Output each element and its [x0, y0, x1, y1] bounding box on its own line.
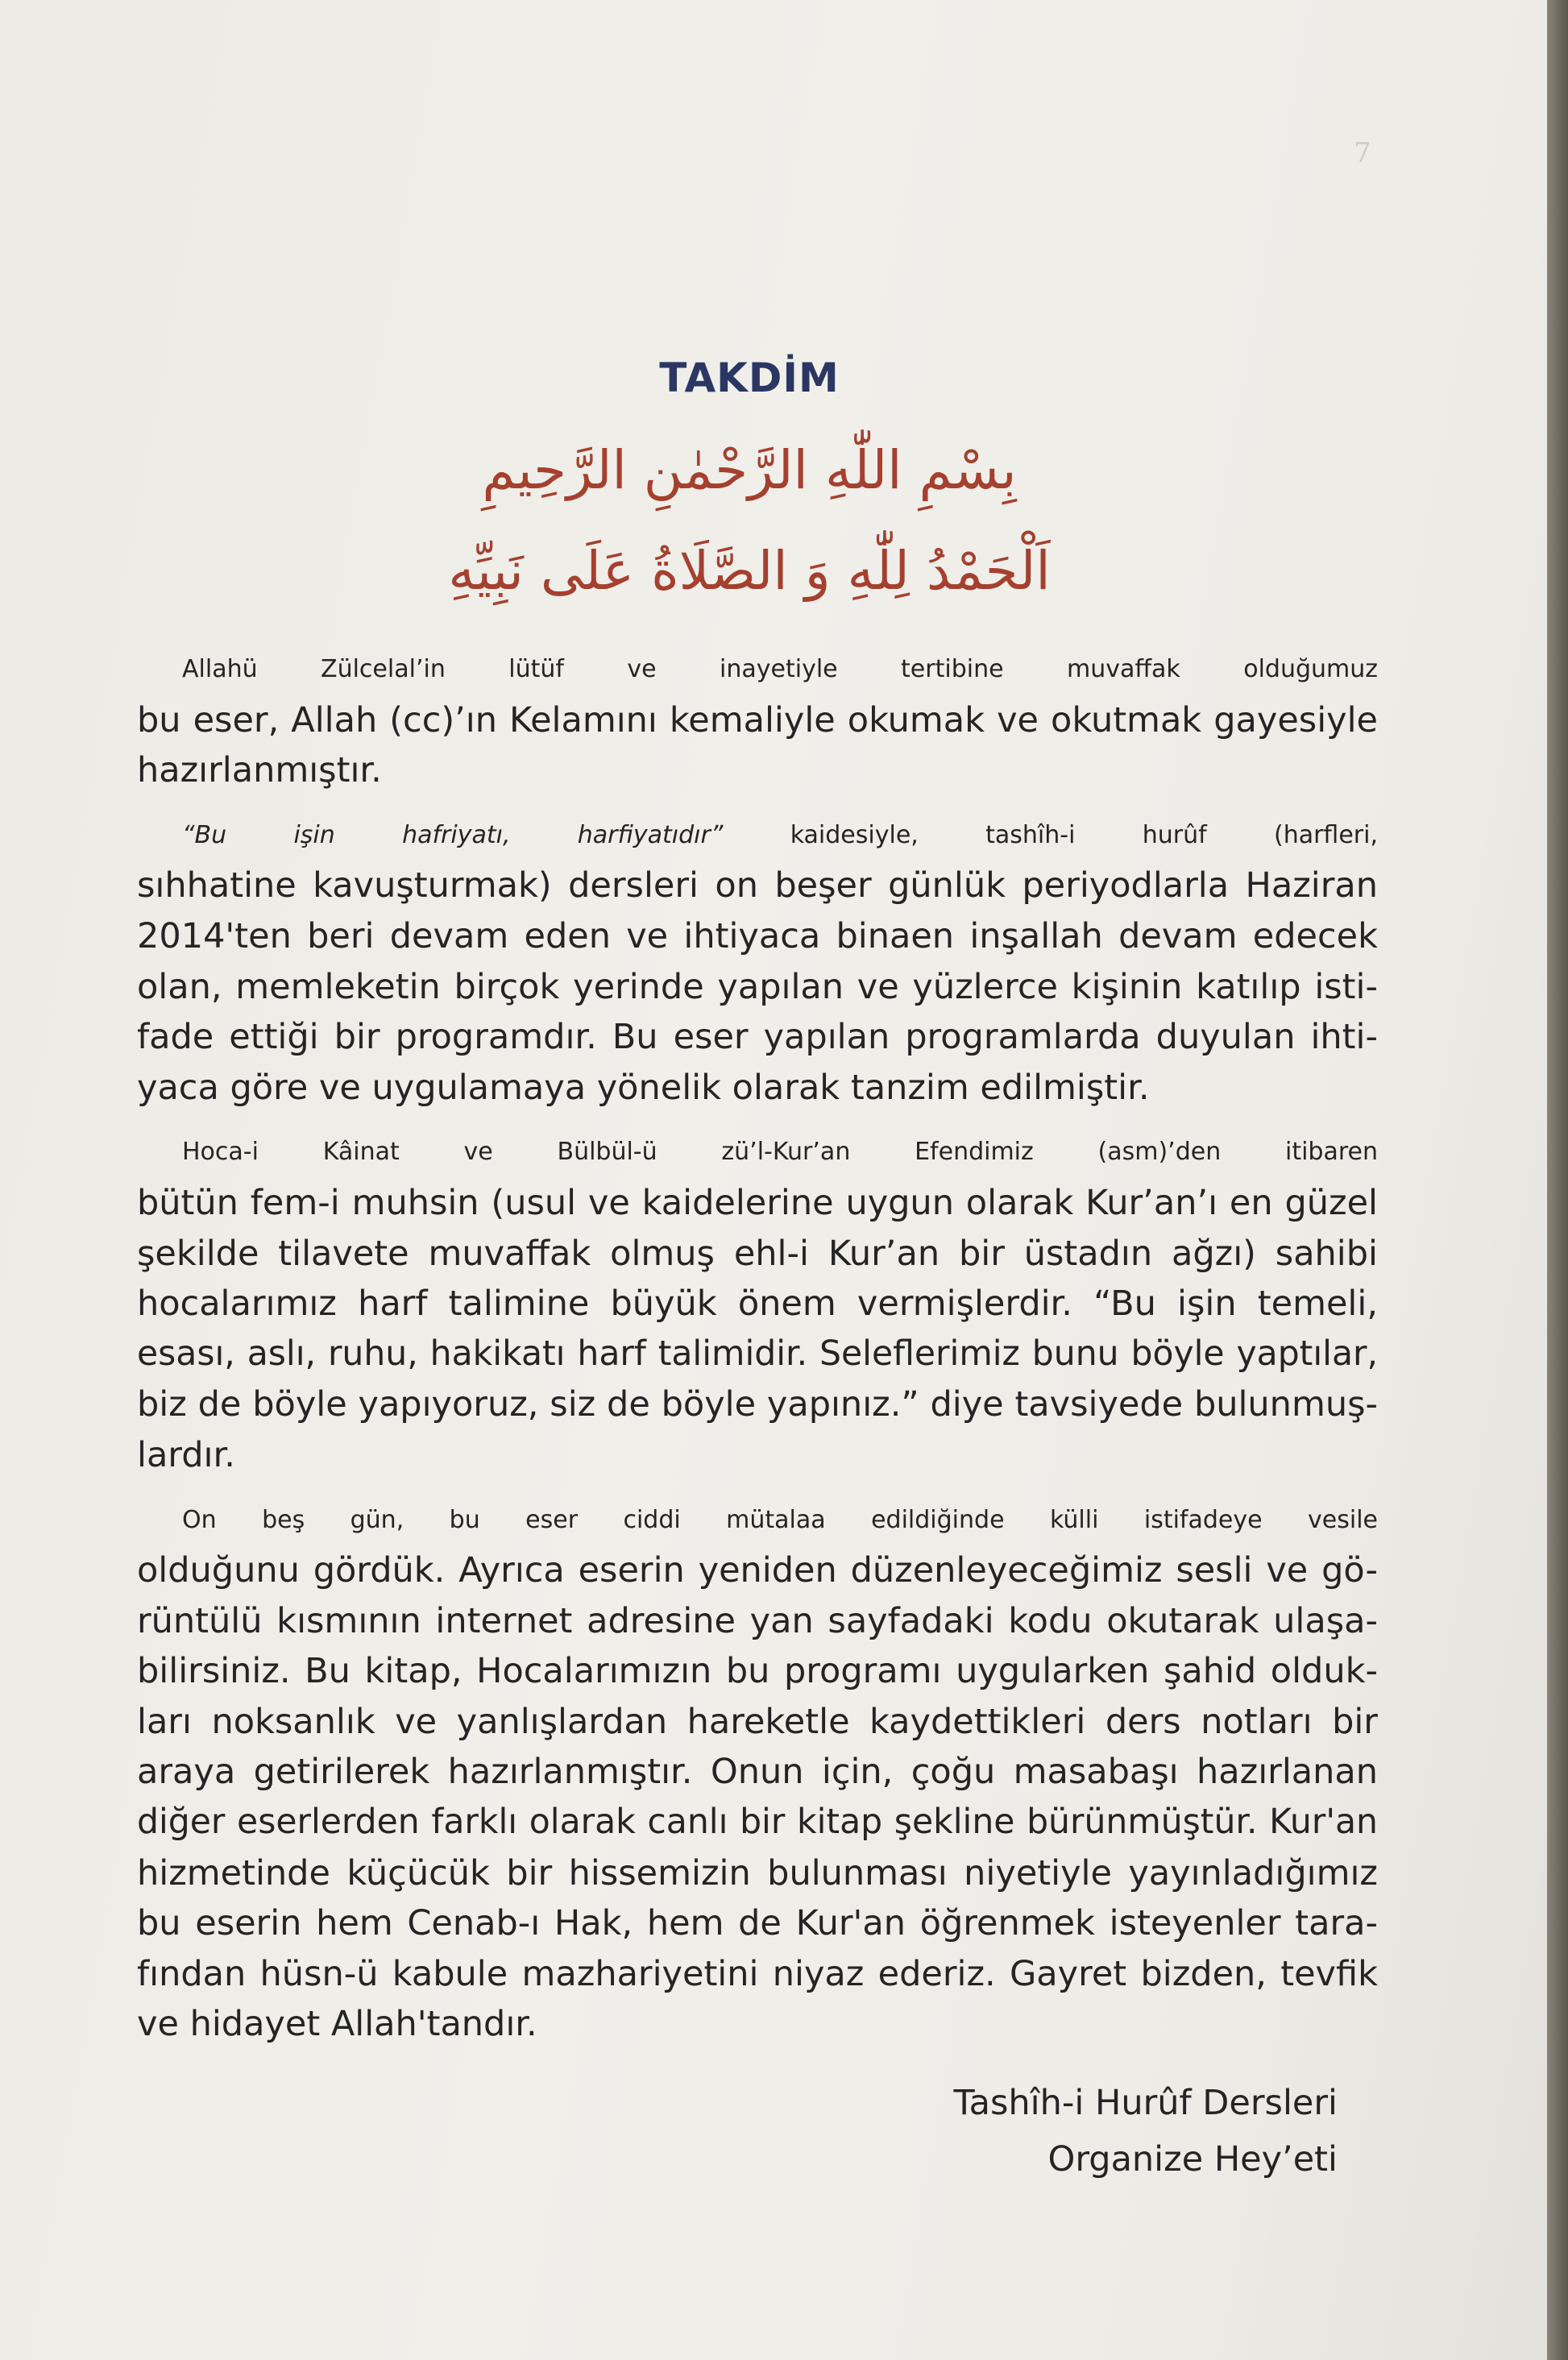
text-line: Hoca-i Kâinat ve Bülbül-ü zü’l-Kur’an Efendimiz (asm)’den itibaren: [182, 1138, 1378, 1167]
hamdala-text: اَلْحَمْدُ لِلّٰهِ وَ الصَّلَاةُ عَلَى نَبِيِّهِ: [448, 540, 1051, 602]
text-line: Allahü Zülcelal’in lütüf ve inayetiyle tertibine muvaffak olduğumuz: [182, 655, 1378, 683]
italic-quote: “Bu işin hafriyatı, harfiyatıdır”: [182, 820, 724, 849]
paragraph-2: [137, 811, 1378, 1114]
basmala-text: بِسْمِ اللّٰهِ الرَّحْمٰنِ الرَّحِيمِ: [482, 439, 1017, 501]
body-text: [137, 645, 1378, 2064]
text-line: biz de böyle yapıyoruz, siz de böyle yapınız.” diye tavsiyede bulunmuş-: [137, 1384, 1378, 1425]
text-line: lardır.: [137, 1434, 235, 1475]
text-line: bilirsiniz. Bu kitap, Hocalarımızın bu programı uygularken şahid olduk-: [137, 1651, 1378, 1692]
text-line: ve hidayet Allah'tandır.: [137, 2004, 537, 2045]
text-line: fından hüsn-ü kabule mazhariyetini niyaz ederiz. Gayret bizden, tevfik: [137, 1953, 1378, 1994]
text-line: bu eser, Allah (cc)’ın Kelamını kemaliyle okumak ve okutmak gayesiyle: [137, 699, 1378, 740]
page-title: TAKDİM: [659, 355, 840, 401]
text-line: yaca göre ve uygulamaya yönelik olarak tanzim edilmiştir.: [137, 1067, 1150, 1108]
paragraph-3: [137, 1127, 1378, 1480]
signature-line-1: Tashîh-i Hurûf Dersleri: [953, 2083, 1338, 2123]
paragraph-4: [137, 1495, 1378, 2051]
text-line: hazırlanmıştır.: [137, 750, 382, 791]
page-edge: [1547, 0, 1568, 2360]
text-line-rest: kaidesiyle, tashîh-i hurûf (harfleri,: [723, 820, 1378, 849]
text-line: hocalarımız harf talimine büyük önem vermişlerdir. “Bu işin temeli,: [137, 1284, 1378, 1325]
text-line: hizmetinde küçücük bir hissemizin bulunması niyetiyle yayınladığımız: [137, 1852, 1378, 1893]
text-line: esası, aslı, ruhu, hakikatı harf talimidir. Seleflerimiz bunu böyle yaptılar,: [137, 1333, 1378, 1374]
page-number: 7: [1354, 137, 1371, 169]
text-line: bütün fem-i muhsin (usul ve kaidelerine uygun olarak Kur’an’ı en güzel: [137, 1182, 1378, 1223]
text-line: diğer eserlerden farklı olarak canlı bir kitap şekline bürünmüştür. Kur'an: [137, 1802, 1378, 1843]
text-line: olan, memleketin birçok yerinde yapılan ve yüzlerce kişinin katılıp isti-: [137, 966, 1378, 1007]
signature-line-2: Organize Hey’eti: [1047, 2139, 1338, 2180]
text-line: [137, 811, 1378, 861]
text-line: olduğunu gördük. Ayrıca eserin yeniden düzenleyeceğimiz sesli ve gö-: [137, 1550, 1378, 1591]
text-line: bu eserin hem Cenab-ı Hak, hem de Kur'an öğrenmek isteyenler tara-: [137, 1903, 1378, 1944]
text-line: ları noksanlık ve yanlışlardan hareketle kaydettikleri ders notları bir: [137, 1701, 1378, 1742]
text-line: sıhhatine kavuşturmak) dersleri on beşer günlük periyodlarla Haziran: [137, 865, 1378, 906]
text-line: araya getirilerek hazırlanmıştır. Onun için, çoğu masabaşı hazırlanan: [137, 1752, 1378, 1793]
text-line: rüntülü kısmının internet adresine yan sayfadaki kodu okutarak ulaşa-: [137, 1600, 1378, 1641]
text-line: 2014'ten beri devam eden ve ihtiyaca binaen inşallah devam edecek: [137, 915, 1378, 956]
paragraph-1: [137, 645, 1378, 796]
text-line: On beş gün, bu eser ciddi mütalaa edildiğinde külli istifadeye vesile: [182, 1505, 1378, 1534]
text-line: şekilde tilavete muvaffak olmuş ehl-i Kur’an bir üstadın ağzı) sahibi: [137, 1233, 1378, 1274]
text-line: fade ettiği bir programdır. Bu eser yapılan programlarda duyulan ihti-: [137, 1017, 1378, 1058]
